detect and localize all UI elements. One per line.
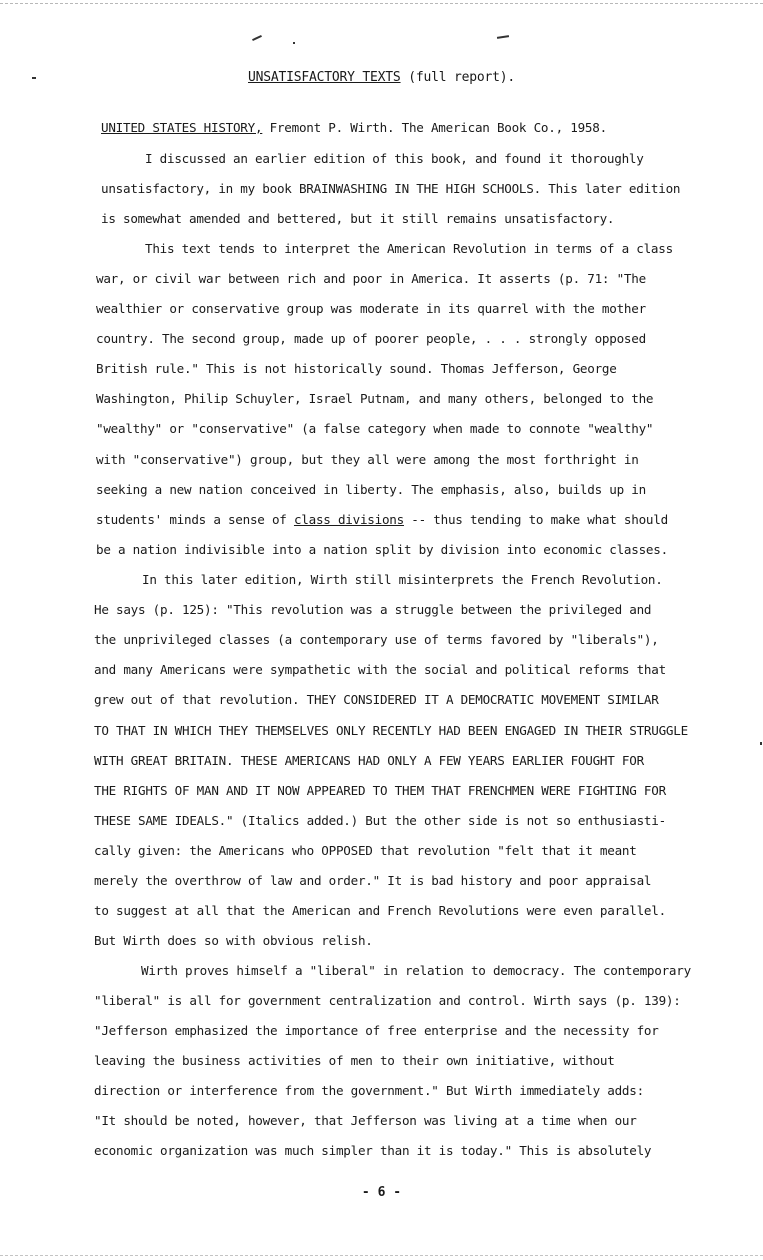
stray-mark bbox=[293, 42, 295, 44]
text-line: Washington, Philip Schuyler, Israel Putnam, and many others, belonged to the bbox=[96, 391, 654, 406]
top-edge-dashes bbox=[0, 3, 763, 4]
text-line: I discussed an earlier edition of this book, and found it thoroughly bbox=[145, 151, 644, 166]
text-line: direction or interference from the government." But Wirth immediately adds: bbox=[94, 1083, 644, 1098]
text-line: "It should be noted, however, that Jefferson was living at a time when our bbox=[94, 1113, 637, 1128]
text-line: "wealthy" or "conservative" (a false category when made to connote "wealthy" bbox=[96, 421, 654, 436]
title-underlined: UNSATISFACTORY TEXTS bbox=[248, 70, 401, 85]
text-line: unsatisfactory, in my book BRAINWASHING IN THE HIGH SCHOOLS. This later edition bbox=[101, 181, 681, 196]
text-line bbox=[96, 512, 668, 528]
text-line: country. The second group, made up of poorer people, . . . strongly opposed bbox=[96, 331, 646, 346]
text-line: "Jefferson emphasized the importance of free enterprise and the necessity for bbox=[94, 1023, 659, 1038]
text-line: the unprivileged classes (a contemporary use of terms favored by "liberals"), bbox=[94, 632, 659, 647]
stray-mark bbox=[252, 35, 262, 41]
bottom-edge-dashes bbox=[0, 1255, 763, 1256]
text-line: WITH GREAT BRITAIN. THESE AMERICANS HAD ONLY A FEW YEARS EARLIER FOUGHT FOR bbox=[94, 753, 644, 768]
text-line: be a nation indivisible into a nation split by division into economic classes. bbox=[96, 542, 668, 557]
text-line: In this later edition, Wirth still misinterprets the French Revolution. bbox=[142, 572, 663, 587]
text-line: war, or civil war between rich and poor in America. It asserts (p. 71: "The bbox=[96, 271, 646, 286]
text-segment: -- thus tending to make what should bbox=[403, 512, 668, 527]
text-line: This text tends to interpret the American Revolution in terms of a class bbox=[145, 241, 673, 256]
text-line: He says (p. 125): "This revolution was a struggle between the privileged and bbox=[94, 602, 652, 617]
title-rest: (full report). bbox=[400, 70, 515, 85]
text-line: THESE SAME IDEALS." (Italics added.) But the other side is not so enthusiasti- bbox=[94, 813, 666, 828]
text-line: British rule." This is not historically sound. Thomas Jefferson, George bbox=[96, 361, 617, 376]
text-line: with "conservative") group, but they all were among the most forthright in bbox=[96, 452, 639, 467]
stray-mark bbox=[497, 35, 509, 39]
text-line: But Wirth does so with obvious relish. bbox=[94, 933, 373, 948]
book-title: UNITED STATES HISTORY, bbox=[101, 120, 263, 135]
text-line: merely the overthrow of law and order." It is bad history and poor appraisal bbox=[94, 873, 652, 888]
text-line: leaving the business activities of men to their own initiative, without bbox=[94, 1053, 615, 1068]
text-line: THE RIGHTS OF MAN AND IT NOW APPEARED TO THEM THAT FRENCHMEN WERE FIGHTING FOR bbox=[94, 783, 666, 798]
text-line: TO THAT IN WHICH THEY THEMSELVES ONLY RECENTLY HAD BEEN ENGAGED IN THEIR STRUGGLE bbox=[94, 723, 688, 738]
text-line: grew out of that revolution. THEY CONSIDERED IT A DEMOCRATIC MOVEMENT SIMILAR bbox=[94, 692, 659, 707]
text-line: economic organization was much simpler than it is today." This is absolutely bbox=[94, 1143, 652, 1158]
text-line: cally given: the Americans who OPPOSED that revolution "felt that it meant bbox=[94, 843, 637, 858]
citation-line bbox=[101, 120, 607, 136]
text-segment: students' minds a sense of bbox=[96, 512, 294, 527]
page-number: - 6 - bbox=[361, 1185, 402, 1200]
text-line: wealthier or conservative group was moderate in its quarrel with the mother bbox=[96, 301, 646, 316]
text-line: to suggest at all that the American and French Revolutions were even parallel. bbox=[94, 903, 666, 918]
text-line: is somewhat amended and bettered, but it still remains unsatisfactory. bbox=[101, 211, 615, 226]
text-line: Wirth proves himself a "liberal" in relation to democracy. The contemporary bbox=[141, 963, 691, 978]
citation-rest: Fremont P. Wirth. The American Book Co., 1958. bbox=[262, 120, 607, 135]
underlined-phrase: class divisions bbox=[293, 512, 404, 527]
stray-mark bbox=[760, 742, 762, 745]
text-line: and many Americans were sympathetic with the social and political reforms that bbox=[94, 662, 666, 677]
text-line: seeking a new nation conceived in liberty. The emphasis, also, builds up in bbox=[96, 482, 646, 497]
text-line: "liberal" is all for government centralization and control. Wirth says (p. 139): bbox=[94, 993, 681, 1008]
page-title bbox=[0, 70, 763, 85]
